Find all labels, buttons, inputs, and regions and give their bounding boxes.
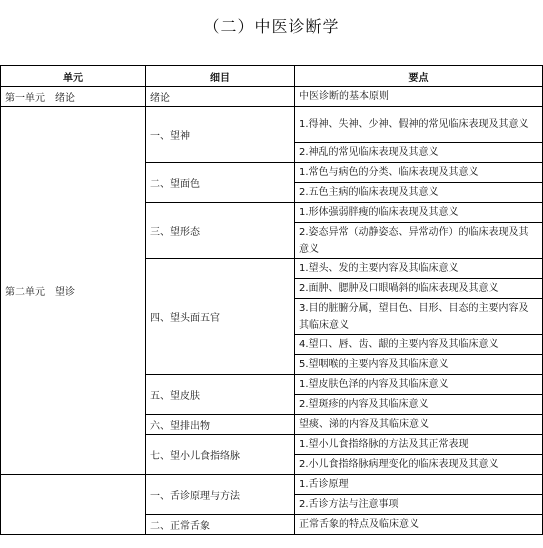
item-cell: 一、望神 (146, 107, 295, 163)
item-cell: 七、望小儿食指络脉 (146, 435, 295, 475)
item-cell: 四、望头面五官 (146, 259, 295, 375)
point-cell: 2.小儿食指络脉病理变化的临床表现及其意义 (295, 455, 543, 475)
point-cell: 2.望斑疹的内容及其临床意义 (295, 395, 543, 415)
point-cell: 2.舌诊方法与注意事项 (295, 495, 543, 515)
item-cell: 三、望形态 (146, 203, 295, 259)
point-cell: 5.望咽喉的主要内容及其临床意义 (295, 355, 543, 375)
table-row (1, 107, 543, 143)
point-cell: 1.望头、发的主要内容及其临床意义 (295, 259, 543, 279)
point-cell: 2.五色主病的临床表现及其意义 (295, 183, 543, 203)
item-cell: 五、望皮肤 (146, 375, 295, 415)
syllabus-table (0, 65, 543, 535)
item-cell: 六、望排出物 (146, 415, 295, 435)
point-cell: 1.常色与病色的分类、临床表现及其意义 (295, 163, 543, 183)
item-cell: 一、舌诊原理与方法 (146, 475, 295, 515)
point-cell: 2.面肿、腮肿及口眼喎斜的临床表现及其意义 (295, 279, 543, 299)
point-cell: 4.望口、唇、齿、龈的主要内容及其临床意义 (295, 335, 543, 355)
point-cell: 1.得神、失神、少神、假神的常见临床表现及其意义 (295, 107, 543, 143)
point-cell: 2.神乱的常见临床表现及其意义 (295, 143, 543, 163)
unit-cell: 第一单元 绪论 (1, 87, 146, 107)
unit-cell (1, 475, 146, 535)
item-cell: 绪论 (146, 87, 295, 107)
header-point: 要点 (295, 66, 543, 87)
header-row (1, 66, 543, 87)
table-row (1, 475, 543, 495)
point-cell: 1.望皮肤色泽的内容及其临床意义 (295, 375, 543, 395)
point-cell: 1.舌诊原理 (295, 475, 543, 495)
point-cell: 2.姿态异常（动静姿态、异常动作）的临床表现及其意义 (295, 223, 543, 259)
point-cell: 正常舌象的特点及临床意义 (295, 515, 543, 535)
point-cell: 中医诊断的基本原则 (295, 87, 543, 107)
point-cell: 1.形体强弱胖瘦的临床表现及其意义 (295, 203, 543, 223)
point-cell: 3.目的脏腑分属，望目色、目形、目态的主要内容及其临床意义 (295, 299, 543, 335)
point-cell: 1.望小儿食指络脉的方法及其正常表现 (295, 435, 543, 455)
item-cell: 二、正常舌象 (146, 515, 295, 535)
header-unit: 单元 (1, 66, 146, 87)
page-title: （二）中医诊断学 (203, 17, 340, 36)
item-cell: 二、望面色 (146, 163, 295, 203)
header-item: 细目 (146, 66, 295, 87)
table-row (1, 87, 543, 107)
point-cell: 望痰、涕的内容及其临床意义 (295, 415, 543, 435)
unit-cell: 第二单元 望诊 (1, 107, 146, 475)
